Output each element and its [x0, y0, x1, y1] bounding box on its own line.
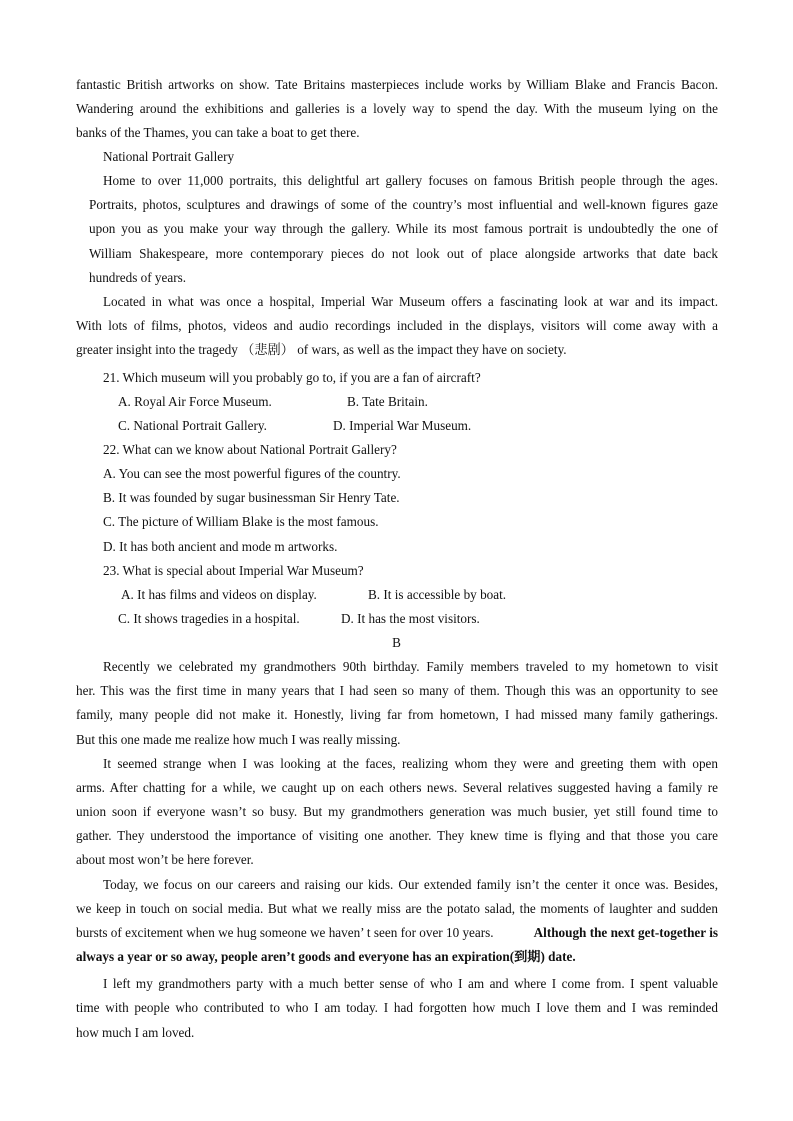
- npg-paragraph-line-2: Portraits, photos, sculptures and drawings of some of the country’s most influential and well-known figures gaze: [89, 197, 718, 212]
- section-b-heading: B: [392, 635, 401, 650]
- iwm-paragraph-line-2: With lots of films, photos, videos and audio recordings included in the displays, visitors will come away with a: [76, 318, 718, 333]
- b-paragraph4-line-2: time with people who contributed to who I am today. I had forgotten how much I love them and I was reminded: [76, 1000, 718, 1015]
- q21-option-b: B. Tate Britain.: [347, 394, 428, 409]
- q23-option-a: A. It has films and videos on display.: [121, 587, 317, 602]
- q22-option-c: C. The picture of William Blake is the most famous.: [103, 514, 379, 529]
- tate-paragraph-line-1: fantastic British artworks on show. Tate Britains masterpieces include works by William Blake and Francis Bacon.: [76, 77, 718, 92]
- b-paragraph1-line-2: her. This was the first time in many years that I had seen so many of them. Though this was an opportunity to see: [76, 683, 718, 698]
- q23-option-c: C. It shows tragedies in a hospital.: [118, 611, 300, 626]
- b-paragraph3-line-3-normal: bursts of excitement when we hug someone we haven’ t seen for over 10 years.: [76, 925, 494, 940]
- npg-paragraph-line-1: Home to over 11,000 portraits, this delightful art gallery focuses on famous British people through the ages.: [103, 173, 718, 188]
- b-paragraph3-line-2: we keep in touch on social media. But what we really miss are the potato salad, the moments of laughter and sudden: [76, 901, 718, 916]
- b-paragraph4-line-3: how much I am loved.: [76, 1025, 195, 1040]
- b-paragraph4-line-1: I left my grandmothers party with a much better sense of who I am and where I come from. I spent valuable: [103, 976, 718, 991]
- b-paragraph1-line-1: Recently we celebrated my grandmothers 90th birthday. Family members traveled to my hometown to visit: [103, 659, 718, 674]
- npg-paragraph-line-4: William Shakespeare, more contemporary pieces do not look out of place alongside artworks that date back: [89, 246, 718, 261]
- iwm-paragraph-line-3: greater insight into the tragedy （悲剧） of wars, as well as the impact they have on society.: [76, 342, 567, 357]
- npg-paragraph-line-5: hundreds of years.: [89, 270, 187, 285]
- q21-option-d: D. Imperial War Museum.: [333, 418, 472, 433]
- q22-stem: 22. What can we know about National Portrait Gallery?: [103, 442, 397, 457]
- q23-option-b: B. It is accessible by boat.: [368, 587, 507, 602]
- tate-paragraph-line-3: banks of the Thames, you can take a boat to get there.: [76, 125, 360, 140]
- q21-option-a: A. Royal Air Force Museum.: [118, 394, 272, 409]
- b-paragraph2-line-5: about most won’t be here forever.: [76, 852, 254, 867]
- npg-heading: National Portrait Gallery: [103, 149, 235, 164]
- tate-paragraph-line-2: Wandering around the exhibitions and galleries is a lovely way to spend the day. With the museum lying on the: [76, 101, 718, 116]
- b-paragraph3-line-1: Today, we focus on our careers and raising our kids. Our extended family isn’t the center it once was. Besides,: [103, 877, 718, 892]
- b-paragraph2-line-1: It seemed strange when I was looking at the faces, realizing whom they were and greeting them with open: [103, 756, 718, 771]
- b-paragraph3-line-3-bold: Although the next get-together is: [533, 925, 718, 940]
- q22-option-b: B. It was founded by sugar businessman Sir Henry Tate.: [103, 490, 400, 505]
- b-paragraph3-line-4-bold: always a year or so away, people aren’t goods and everyone has an expiration(到期) date.: [76, 949, 576, 964]
- q23-option-d: D. It has the most visitors.: [341, 611, 480, 626]
- q22-option-d: D. It has both ancient and mode m artworks.: [103, 539, 338, 554]
- b-paragraph2-line-3: union soon if everyone wasn’t so busy. But my grandmothers generation was much busier, yet still found time to: [76, 804, 718, 819]
- q21-stem: 21. Which museum will you probably go to, if you are a fan of aircraft?: [103, 370, 481, 385]
- b-paragraph3-line-3: [76, 924, 718, 942]
- npg-paragraph-line-3: upon you as you make your way through the gallery. While its most famous portrait is undoubtedly the one of: [89, 221, 718, 236]
- q23-stem: 23. What is special about Imperial War Museum?: [103, 563, 364, 578]
- q21-option-c: C. National Portrait Gallery.: [118, 418, 267, 433]
- b-paragraph2-line-4: gather. They understood the importance of visiting one another. They knew time is flying and that those you care: [76, 828, 718, 843]
- b-paragraph1-line-4: But this one made me realize how much I was really missing.: [76, 732, 401, 747]
- q22-option-a: A. You can see the most powerful figures of the country.: [103, 466, 401, 481]
- iwm-paragraph-line-1: Located in what was once a hospital, Imperial War Museum offers a fascinating look at war and its impact.: [103, 294, 718, 309]
- b-paragraph2-line-2: arms. After chatting for a while, we caught up on each others news. Several relatives suggested having a family re: [76, 780, 718, 795]
- b-paragraph1-line-3: family, many people did not make it. Honestly, living far from hometown, I had missed many family gatherings.: [76, 707, 718, 722]
